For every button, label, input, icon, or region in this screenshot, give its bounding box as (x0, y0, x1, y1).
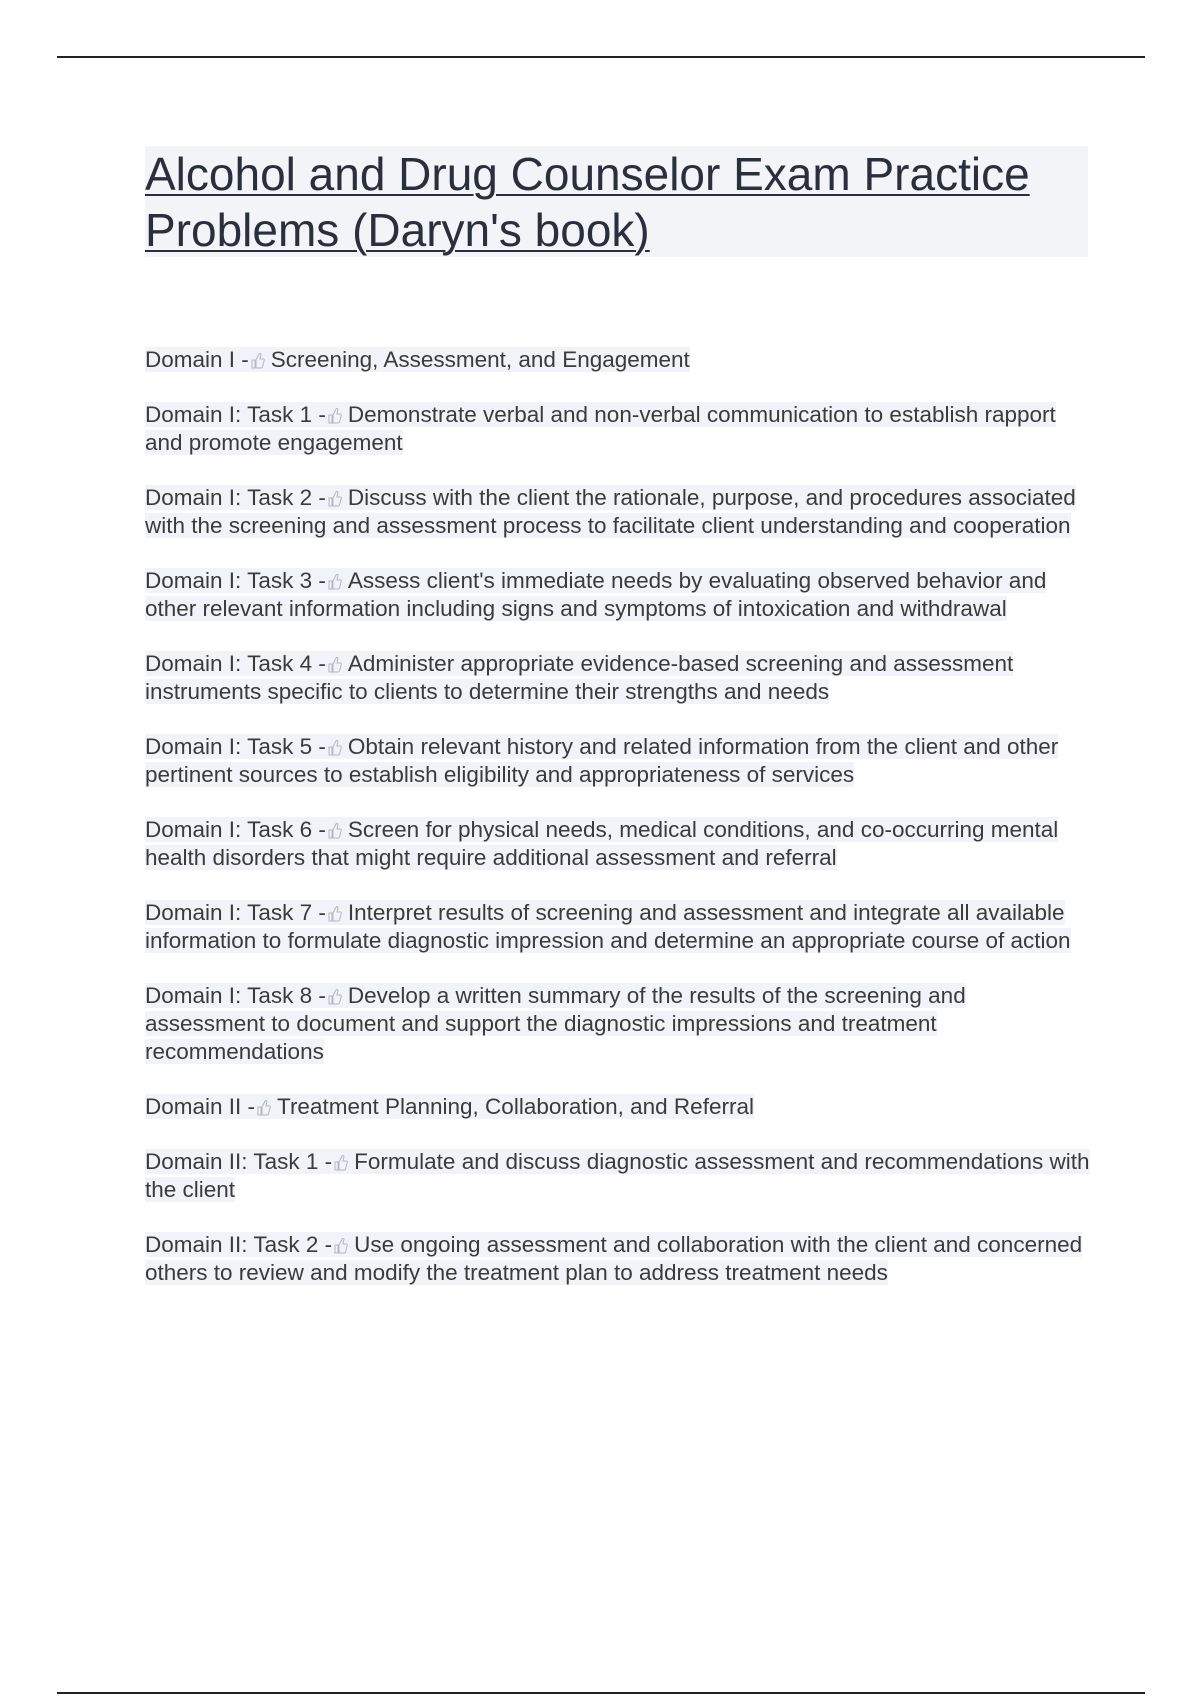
entry (145, 567, 1091, 623)
entry-term: Domain II: Task 2 - (145, 1232, 333, 1257)
thumbs-up-icon (334, 1150, 348, 1167)
thumbs-up-icon (334, 1233, 348, 1250)
entry-term: Domain I: Task 5 - (145, 734, 326, 759)
document-title[interactable]: Alcohol and Drug Counselor Exam Practice Problems (Daryn's book) (145, 148, 1030, 256)
thumbs-up-icon (328, 403, 342, 420)
entry-term: Domain I: Task 1 - (145, 402, 326, 427)
entry-definition: Treatment Planning, Collaboration, and Referral (277, 1094, 754, 1119)
entry-definition: Interpret results of screening and assessment and integrate all available information to formulate diagnostic impression and determine an appropriate course of action (145, 900, 1071, 953)
entry (145, 733, 1091, 789)
thumbs-up-icon (328, 735, 342, 752)
entry (145, 401, 1091, 457)
thumbs-up-icon (328, 569, 342, 586)
thumbs-up-icon (328, 984, 342, 1001)
entry (145, 1093, 1091, 1121)
thumbs-up-icon (328, 818, 342, 835)
entry-term: Domain I: Task 2 - (145, 485, 326, 510)
entry-definition: Demonstrate verbal and non-verbal communication to establish rapport and promote engagement (145, 402, 1056, 455)
thumbs-up-icon (257, 1095, 271, 1112)
entry-term: Domain I: Task 8 - (145, 983, 326, 1008)
entry (145, 982, 1091, 1066)
title-block (145, 146, 1088, 257)
entry-definition: Administer appropriate evidence-based screening and assessment instruments specific to clients to determine their strengths and needs (145, 651, 1014, 704)
entry-definition: Formulate and discuss diagnostic assessment and recommendations with the client (145, 1149, 1090, 1202)
entry-term: Domain I - (145, 347, 249, 372)
entry (145, 484, 1091, 540)
entry-term: Domain II - (145, 1094, 256, 1119)
entry-term: Domain I: Task 6 - (145, 817, 326, 842)
thumbs-up-icon (328, 486, 342, 503)
entry-definition: Screening, Assessment, and Engagement (270, 347, 690, 372)
entry (145, 650, 1091, 706)
top-divider (57, 56, 1145, 58)
entry (145, 816, 1091, 872)
entry-definition: Use ongoing assessment and collaboration with the client and concerned others to review and modify the treatment plan to address treatment needs (145, 1232, 1083, 1285)
entry-term: Domain II: Task 1 - (145, 1149, 333, 1174)
entry-definition: Develop a written summary of the results of the screening and assessment to document and support the diagnostic impressions and treatment recommendations (145, 983, 966, 1064)
entry-list (145, 346, 1091, 1314)
entry-definition: Screen for physical needs, medical conditions, and co-occurring mental health disorders that might require additional assessment and referral (145, 817, 1059, 870)
entry (145, 1148, 1091, 1204)
entry (145, 1231, 1091, 1287)
entry-definition: Assess client's immediate needs by evaluating observed behavior and other relevant information including signs and symptoms of intoxication and withdrawal (145, 568, 1047, 621)
entry-term: Domain I: Task 4 - (145, 651, 326, 676)
entry (145, 899, 1091, 955)
entry-definition: Obtain relevant history and related information from the client and other pertinent sources to establish eligibility and appropriateness of services (145, 734, 1059, 787)
entry-term: Domain I: Task 7 - (145, 900, 326, 925)
thumbs-up-icon (328, 652, 342, 669)
entry (145, 346, 1091, 374)
thumbs-up-icon (328, 901, 342, 918)
entry-term: Domain I: Task 3 - (145, 568, 326, 593)
thumbs-up-icon (251, 348, 265, 365)
entry-definition: Discuss with the client the rationale, purpose, and procedures associated with the screening and assessment process to facilitate client understanding and cooperation (145, 485, 1076, 538)
bottom-divider (57, 1692, 1145, 1694)
